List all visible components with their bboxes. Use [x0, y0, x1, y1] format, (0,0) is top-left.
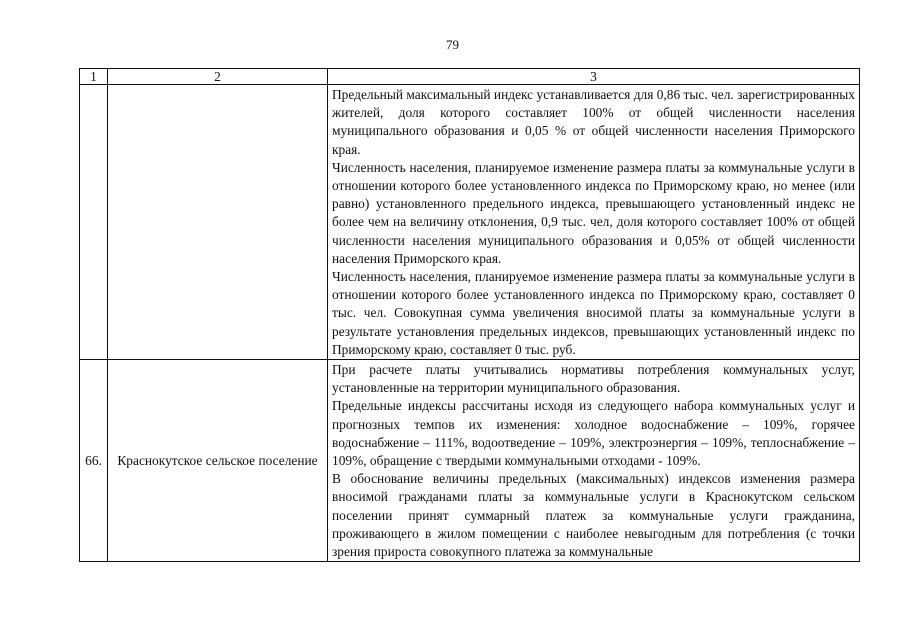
description-cell — [328, 360, 860, 562]
header-col-3: 3 — [328, 69, 860, 85]
paragraph: В обоснование величины предельных (максимальных) индексов изменения размера вносимой гражданами платы за коммунальные услуги в Краснокутском сельском поселении принят суммарный платеж за коммунальные услуги гражданина, проживающего в жилом помещении с наиболее невыгодным для потребления (с точки зрения прироста совокупного платежа за коммунальные — [332, 471, 855, 560]
municipality-name — [108, 85, 328, 360]
page-number: 79 — [446, 37, 459, 52]
paragraph: Численность населения, планируемое изменение размера платы за коммунальные услуги в отношении которого более установленного индекса по Приморскому краю, но менее (или равно) установленного предельного индекса, превышающего установленный индекс не более чем на величину отклонения, 0,9 тыс. чел, доля которого составляет 100% от общей численности населения муниципального образования и 0,05% от общей численности населения Приморского края. — [332, 159, 855, 266]
municipality-name: Краснокутское сельское поселение — [108, 360, 328, 562]
table-row — [80, 85, 860, 360]
tariff-index-table — [79, 68, 860, 562]
description-cell — [328, 85, 860, 360]
paragraph: Численность населения, планируемое изменение размера платы за коммунальные услуги в отношении которого более установленного индекса по Приморскому краю, составляет 0 тыс. чел. Совокупная сумма увеличения вносимой платы за коммунальные услуги в результате установления предельных индексов, превышающих установленный индекс по Приморскому краю, составляет 0 тыс. руб. — [332, 269, 855, 357]
row-number — [80, 85, 108, 360]
table-row — [80, 360, 860, 562]
table-header-row — [80, 69, 860, 85]
row-number: 66. — [80, 360, 108, 562]
paragraph: Предельные индексы рассчитаны исходя из следующего набора коммунальных услуг и прогнозных темпов их изменения: холодное водоснабжение – 109%, горячее водоснабжение – 111%, водоотведение – 109%, электроэнергия – 109%, теплоснабжение – 109%, обращение с твердыми коммунальными отходами - 109%. — [332, 398, 855, 469]
paragraph: При расчете платы учитывались нормативы потребления коммунальных услуг, установленные на территории муниципального образования. — [332, 362, 855, 396]
header-col-2: 2 — [108, 69, 328, 85]
header-col-1: 1 — [80, 69, 108, 85]
paragraph: Предельный максимальный индекс устанавливается для 0,86 тыс. чел. зарегистрированных жителей, доля которого составляет 100% от общей численности населения муниципального образования и 0,05 % от общей численности населения Приморского края. — [332, 87, 855, 157]
